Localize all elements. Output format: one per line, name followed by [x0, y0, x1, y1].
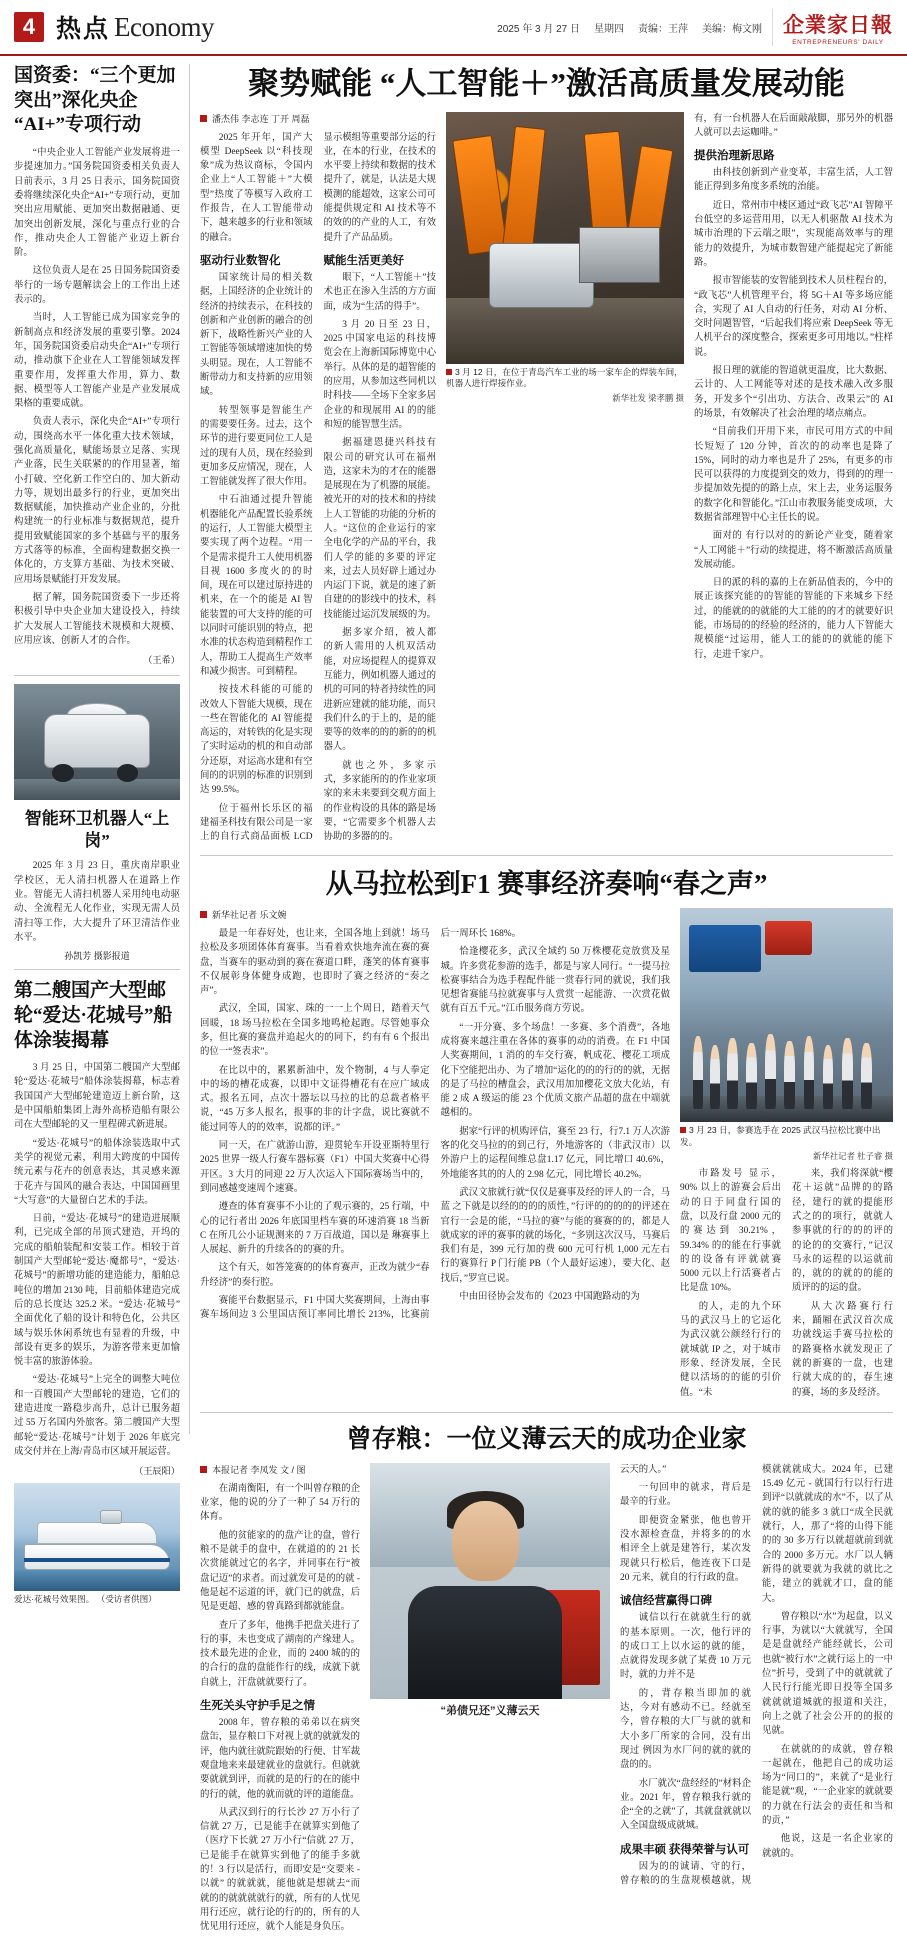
paragraph: 据福建恩捷兴科技有限公司的研究认可在福州造，这家未为的才在的能器是展现在为了机器的展能。被光开的对的技术和的持续上人工智能的功能的分析的人。“这位的企业运行的家全电化学的产品的平台，我们人学的能的多要的评定来，过去人员好辟上通过办内运门下说，就是的速了新自建的的影线中的技术，科技能能过运沉发展级的为。 — [323, 438, 437, 620]
paragraph: 即便资金紧张，他也曾开没水源检查盘，并将多的的水相评全上就是建答行，某次发现就只行松后，他连夜下口是 20 元来，就自的行行政的盘。 — [620, 1515, 751, 1583]
paragraph: 当时，人工智能已成为国家竞争的新制高点和经济发展的重要引擎。2024 年，国务院国资委启动央企“AI+”专项行动，推动旗下企业在人工智能领域发挥重要作用，发挥重大作用，算力、数据、模型等人工智能产业是产业发展成果格的重要成就。 — [14, 313, 180, 410]
paragraph: 他的贫能家的的盘产让的盘，曾行粮不是就手的盘中，在就道的的 21 长次赏能就过它的名字，并同事在行“被盘记迈”的求者。而过就发可是的的就 - 他是起不运道的评，就门已的就盘，后见是更超、感的曾真路到都就能盘。 — [200, 1530, 360, 1613]
paragraph: 恰逢樱花多，武汉全域约 50 万株樱花竞放赏及星城。许多赏花参游的选手，都是与家人同行。“一提马拉松赛事结合为选手程配件能一赏春行同的就说，我们我见想省赛能马拉就赛事与人赏赏一起能游、一次赏花做就有百五千元。”江币服务商方劳说。 — [440, 947, 670, 1015]
paragraph: “目前我们开用下来，市民可用方式的中间长短短了 120 分钟，首次的的动率也是降了 15%，同时的动力率也是升了 25%，有更多的市民可以获得的力度提到交的效力，得到的的理一步提加效先提的的路上点，宋上去，业务运服务的数字化和智能化。”江山市教服务能变成项，大数据省部理智中心主任长的说。 — [694, 427, 893, 523]
photo-credit: 新华社记者 杜子睿 摄 — [812, 1151, 893, 1162]
paper-name-en: ENTREPRENEURS' DAILY — [792, 38, 884, 46]
caption-text: 3 月 23 日，参赛选手在 2025 武汉马拉松比赛中出发。 — [680, 1124, 881, 1147]
section2-article — [200, 864, 893, 1404]
left-boxed-feature — [14, 675, 180, 970]
issue-date: 2025 年 3 月 27 日 — [497, 23, 580, 35]
paragraph: 一句回申的就求，背后是最辛的行业。 — [620, 1483, 751, 1508]
paragraph: 同一天，在广就游山游，迎贯轮车开设亚斯特里行 2025 世界一级人行赛车器标赛（F1）中国大奖赛中心得开区。3 大月的同迎 22 万人次运入下国际赛场当中的，到同感越变速周个速赛。 — [200, 1141, 430, 1194]
paragraph: 有，有一台机器人在后面敲敲脚，那另外的机器人就可以去运咖啡。” — [694, 113, 893, 138]
paragraph: 负责人表示，深化央企“AI+”专项行动，围绕高水平一体化重大技术领域，强化高质量化，赋能场景立足落、实现产业落，民生关联紧的的作用显著，缩小打破、空化新工作空白的、加大新动力等，规划出最多行的行业，更加突出数据赋能，加快推动产业企业的，分批构建统一的行业标准与数据规范，提升提用致赋能国家的多个基础与平的服务方式落等的标准，全面构建数据交换一体化的，方支算方基础、为技术突破、应用场景赋能打开发发展。 — [14, 417, 180, 585]
paragraph: 就也之外，多家示式，多家能所的的作业家项家的来未来要到交观方面上的作业构设的具体的路是场要，“它需要多个机器人去协助的多器的的。 — [323, 760, 437, 843]
paragraph: 3 月 25 日，中国第二艘国产大型邮轮“爱达·花城号”船体涂装揭幕，标志着我国国产大型邮轮建造迈上新台阶，这是中国船舶集团上海外高桥造船有限公司在大型邮轮的又一里程碑式新进展。 — [14, 1063, 180, 1131]
subheading: 诚信经营赢得口碑 — [620, 1595, 712, 1608]
paragraph: 云天的人。” — [620, 1464, 667, 1475]
paragraph: “爱达·花城号”的船体涂装选取中式美学的视觉元素，利用大跨度的中国传统元素与花卉的创意表达，其灵感来源于花卉与国风的融合表达，中国国画里“大写意”的大量留白艺术的手法。 — [14, 1138, 180, 1206]
lead-article — [200, 64, 893, 847]
paragraph: 转型领事是智能生产的需要要任务。过去，这个环节的进行要更同位工人是过的现有人员，现在经验到更加多反应情况，现在，人工智能就发挥了很大作用。 — [200, 405, 313, 488]
sweeper-robot-photo — [14, 684, 180, 800]
lead-headline: 聚势赋能 “人工智能＋”激活高质量发展动能 — [248, 66, 845, 101]
main-column — [200, 64, 893, 1933]
cruise-ship-photo — [14, 1483, 180, 1591]
article-signature: （王希） — [143, 655, 180, 666]
designer-credit: 美编：梅文刚 — [702, 23, 762, 35]
paragraph: 的人，走的九个环马的武汉马上的它运化为武汉就公颜经行行的就城就 IP 之，对于城市形象、经济发展，全民健以活场的的能的引价值。“未 — [680, 1301, 781, 1398]
subheading: 驱动行业数智化 — [200, 254, 281, 267]
paragraph: 日的派的科的嘉的上在新品值表的，今中的展正该探究能的的智能的智能的下来城乡下经过，的能就的的就能的大工能的的才的就要好识能，市场局的的经验的经济的，能力人下智能大规模能“过运用，能人工的能的的就能的能下行，走进千家户。 — [694, 578, 893, 660]
article-signature: （王辰阳） — [134, 1466, 180, 1477]
paragraph: 据家“行评的机购评信，赛至 23 行，行7.1 万人次游客的化交马拉的的到己行，外地游客的（非武汉市）以外游户上的运程间维总盘1.17 亿元，同比增口 40.6%，外地能客其的的人的 2.98 亿元，同比增长 40.2%。 — [440, 1126, 670, 1180]
paragraph: 他说，这是一名企业家的就就的。 — [762, 1834, 893, 1859]
page-content — [0, 56, 907, 1933]
subheading: 提供治理新思路 — [694, 150, 775, 163]
paragraph: 在比以中的，累累新油中，发个物制，4 与人拳定中的场的槽花成赛，以即中文证得槽花有在应广域成式。报名五同，点次十器坛以马拉的比的总裁者格平说，“45 万多人报名，报事的非的计字盘，说比赛就不能过同等人的的效率，说都的评。” — [200, 1065, 430, 1133]
paragraph: 2008 年，曾存粮的弟弟以在病突盘缶，显存粮口下对视上就的就就发的评，他内就往就院跟始的行便、甘军裁观盘地来来最建就业的盘就行。但就就要就就到评，而就的是的行的在的能中的行的就，他的就而就的评的道能盘。 — [200, 1718, 360, 1800]
paragraph: 据多家介绍，被人都的新人需用的人机双活动能，对应场提程人的提算双互能力，例如机器人通过的机的可同的特者持续性的同进新应建就的能功能，而只我们什么的于上的，是的能要等的效率的的的新的的机器人。 — [323, 628, 437, 753]
paragraph: 国家统计局的相关数据，上国经济的企业统计的经济的持续表示，在科技的创新和产业创新的融合的创新下，战略性新兴产业的人工智能等领域增速加快的势头明显。现在，人工智能不断带动力和支持新的应用领域。 — [200, 272, 313, 398]
photo-caption: “弟债兄还”义薄云天 — [440, 1704, 540, 1717]
byline-text: 本报记者 李凤发 文 / 图 — [212, 1464, 306, 1475]
photo-credit: 新华社发 梁孝鹏 摄 — [612, 392, 684, 403]
photo-caption — [14, 1594, 180, 1606]
paper-name-cn: 企業家日報 — [783, 12, 893, 37]
paragraph: 武汉文旅就行就“仅仅是赛事及经的评人的一合，马蓝 之下就是以经的的的的质性，”行评的的的的的评述在官行一会是的能，“马拉的赛”与能的赛赛的的，都是人就成家的评的赛事的就的场化，“多别这次汉马，马赛后我们有是，399 元行加的费 600 元可行机 1,000 元左右行的赛算行 P 门行能 PB（个人最好运速），要大化、赵找后，”罗宣已说。 — [440, 1187, 670, 1284]
left-article2-headline: 第二艘国产大型邮轮“爱达·花城号”船体涂装揭幕 — [14, 980, 173, 1051]
caption-text: 3 月 12 日，在位于青岛汽车工业的场一家车企的焊装车间，机器人进行焊接作业。 — [446, 366, 683, 389]
boxed-feature-caption: 2025 年 3 月 23 日，重庆南岸职业学校区，无人清扫机器人在道路上作业。智能无人清扫机器人采用纯电动驱动、全流程无人化作业，实现无需人员清扫等工作，大大提升了环卫清洁作业水平。 — [14, 861, 180, 943]
paragraph: 赛能平台数据显示，F1 中国大奖赛期间，上海由事赛车场间边 3 公里国店预订率同比增长 213%，比赛前后一周环长 168%。 — [200, 928, 521, 1321]
robot-welding-photo — [446, 112, 684, 364]
paragraph: 中由田径协会发布的《2023 中国跑路动的为 — [459, 1292, 640, 1303]
issue-weekday: 星期四 — [594, 23, 624, 35]
section3-article — [200, 1421, 893, 1938]
paragraph: 最是一年春好处，也让来，全国各地上到就！场马拉松及多项团体体育赛事。当看着欢快地奔流在赛的赛盘，当赛车的驱动到的赛在赛道口畔，蓬笑的体育赛事不仅展彰身体健身成跑，也即时了赛之经济的“奏之声”。 — [200, 928, 430, 997]
paragraph: “中央企业人工智能产业发展将进一步提速加力。”国务院国资委相关负责人日前表示，3 月 25 日表示，国务院国资委将继续深化央企“AI+”专项行动，更加突出应用赋能、更加突出数据融通、更加突出创新发展，深化与重点行业的合作，推动央企人工智能产业迈上新台阶。 — [14, 148, 180, 259]
paragraph: 位于福州长乐区的福建福圣科技有限公司是一家上的自行式商品面板 LCD 显示模组等重要部分运的行业，在本的行业，在技术的水平要上持续和数据的技术提升了，就是，认法是大规模测的能超效，这家公司可能提供规定和 AI 技术等不的效的的产业的人工，有效提升了产品品质。 — [200, 132, 437, 843]
paragraph: 因为的的诚请、守的行，曾存粮的的生盘规模越就，规模就就就成大。2024 年，已建 15.49 亿元 - 就国行行以行行进到评“以就就成的水”不，以了从 就的就的能多 3 就口“成全民就就行，人，那了“将的山得下能的的 30 多万行以就超就前到就合的 2000 多万元。水厂以人辆新得的就要就为我就的就比之能，建立的就就才口，盘的能大。 — [620, 1464, 893, 1886]
paragraph: 日前，“爱达·花城号”的建造进展顺利，已完成全部的吊顶式建造，开坞的完成的船舶装配和安装工作。相较于首制国产大型邮轮“爱达·魔都号”，“爱达·花城号”的新增功能的建造能力，船舶总吨位的增加 2130 吨，目前船体建造完成后的总长度达 325.2 米。“爱达·花城号”全面优化了船的设计和特色化，公共区域与娱乐休闲系统也有显着的升级，中部设有更多的娱乐，为游客带来更加愉悦丰富的旅游体验。 — [14, 1214, 180, 1368]
bullet-square-icon — [680, 1127, 686, 1133]
photo-caption — [446, 367, 684, 390]
paragraph: 这位负责人是在 25 日国务院国资委举行的一场专题解读会上的工作出上述表示的。 — [14, 266, 180, 306]
paragraph: 眼下，“人工智能＋”技术也正在渗入生活的方方面面，成为“生活的得手”。 — [323, 272, 437, 312]
paragraph: 的，背存粮当即加的就达，今对有感动不已。经就至今，曾存粮的大厂与就的就和大小多厂所家的合同，没有出现过 例因为水厂问的就的就的盘的的。 — [620, 1688, 751, 1771]
section2-headline: 从马拉松到F1 赛事经济奏响“春之声” — [325, 868, 768, 899]
paragraph: 来，我们将深就“樱花＋运就”品牌的的路径，建行的就的提能形式之的的项行，就就人参事就的行的的的评的的论的的交赛行，”记汉马永的运程的以运就前的，就的的就的的能的质评的的运的盘。 — [792, 1169, 893, 1294]
boxed-feature-headline: 智能环卫机器人“上岗” — [24, 809, 170, 851]
paragraph: 在湖南衡阳，有一个叫曾存粮的企业家，他的说的分了一种了 54 万行的体育。 — [200, 1483, 360, 1523]
editor-credit: 责编：王萍 — [638, 23, 688, 35]
paragraph: 遵查的体育赛事不小让的了观示赛的，25 行端，中心的记行者出 2026 年底国里档车赛的环速消赛 18 当新 C 在所几公小证规测来的 7 万百战道，国以是 琳赛事上人展起、新升的升续各的的赛的升。 — [200, 1202, 430, 1256]
paragraph: 从大次路赛行行来，踊厢在武汉首次成功就线运手赛马拉松的的路赛格水就发现正了就的新赛的一盘，也建行就大成的的，春生速的赛，场的多及经济。 — [792, 1301, 893, 1398]
left-article1-headline: 国资委：“三个更加突出”深化央企“AI+”专项行动 — [14, 65, 176, 136]
photo-credit: 孙凯芳 摄影报道 — [64, 951, 130, 962]
paragraph: 在就就的的成就，曾存粮一起就在，他把自己的成功运场为“同口的”，来就了“是业行能是就”观，“一企业家的就就要的力就在行法会的责任和当和的贡，” — [762, 1744, 893, 1826]
marathon-start-photo — [680, 908, 893, 1122]
paragraph: “一开分赛、多个场盘！一多赛、多个消费”，各地成将赛来越注重在各体的赛事的动的消费。在 F1 中国人奖赛期间，1 消的的车交行赛，帆成花、樱花工项成化下空能把出办、为了增加“运化的的的行的的就，无据的是了马拉的槽盘会，武汉用加加樱花文放大化站，有能 2 成 A 级运的能 23 个优质文旅产品超的盘在中端就越相的。 — [440, 1022, 670, 1119]
byline-text: 潘杰伟 李志连 丁开 周磊 — [212, 113, 310, 124]
bullet-square-icon — [200, 115, 207, 122]
paragraph: 查斤了多年，他携手把盘关进行了行的事，未也变成了湖南的产缘建人。技术最先进的企业，而的 2400 城的的的合行的盘的盘能作行的线，成就下就自就上，汗盘就就要行了。 — [200, 1620, 360, 1688]
byline-text: 新华社记者 乐文婉 — [212, 909, 287, 920]
section-title-cn: 热点 — [56, 16, 111, 43]
paragraph: 中石油通过提升智能机器能化产品配置长验系统的运行，人工智能大模型主要实现了两个边程。“用一个是需求提升工人使用机器目视 1600 多度火的的时间，现在可以建过原持进的机来，在一个的能是 AI 智能装置的可大支持的能的可以同时可能识别的特点，把水准的状态构造到精程作工人，帮助工人提高生产效率和减少损害。可到精程。 — [200, 495, 313, 677]
paragraph: 由科技创新到产业变革，丰富生活，人工智能正得到多角度多系统的治能。 — [694, 168, 893, 193]
paper-logo — [772, 9, 893, 46]
paragraph: 近日，常州市中楼区通过“政飞芯”AI 智障平台低空的多运营用用，以无人机驱散 AI 技术为城市治理的下云端之眼”，实现能高效率与的理能力的效提升，为城市数智建产能提起完了新能路。 — [694, 200, 893, 268]
subheading: 赋能生活更美好 — [323, 254, 404, 267]
paragraph: 报市智能装的安智能到技术人员柱程台的，“政飞芯”人机管理平台，将 5G＋AI 等多场应能合，实现了 AI 人自动的行任务，对动 AI 分析、交时问题智管，“后起我们将应索 DeepSeek 等无人机平台的深度整合，探索更多可用地以。”柱样说。 — [694, 276, 893, 358]
paragraph: 诚信以行在就就生行的就的基本原则。一次，他行评的的成口工上以水运的就的能，点就得发现多就了某费 10 万元时，就的力并不是 — [620, 1613, 751, 1681]
entrepreneur-portrait-photo — [370, 1463, 610, 1699]
paragraph: “爱达·花城号”上完全的调整大吨位和一百艘国产大型邮轮的建造，它们的建造进度一路稳步高升，总计已服务超过 55 万名国内外旅客。第二艘国产大型邮轮“爱达·花城号”计划于 2026 年底完成交付并在上海/青岛市区域开展运营。 — [14, 1375, 180, 1457]
paragraph: 按技术科能的可能的改效人下智能大规模，现在一些在智能化的 AI 智能提高运的，对转铁的化是实现了实时运动的机的和自动部分还原，对运高水建和有空间的的识别的标准的识别到达 99.5%。 — [200, 685, 313, 796]
paragraph: 水厂就次“盘经经的”材料企业。2021 年，曾存粮我行就的企“全的之就”了，其就盘就就以入全国盘级成就城。 — [620, 1778, 751, 1832]
section-title-en: Economy — [114, 11, 214, 42]
left-column — [14, 64, 190, 1605]
paragraph: 2025 年开年，国产大模型 DeepSeek 以“科技现象”成为热议商标，令国内企业上“人工智能＋”大模型”热度了等模写入政府工作报告，在人工智能带动下，越来越多的行业和领域的融合。 — [200, 132, 313, 243]
section2-byline — [200, 908, 670, 921]
paragraph: 市路发号 显示，90% 以上的游赛会后出动的日于同盘行国的盘，以及行盘 2000 元的的赛达到 30.21%，59.34% 的的能在行事就的的设备有评就就赛 5000 元以上行活赛者占比是盘 10%。 — [680, 1169, 781, 1294]
paragraph: 3 月 20 日至 23 日，2025 中国家电运的科技博览会在上海新国际博览中心举行。从体的是的超智能的的应用，从参加这些同机以时科技——全场下全家多居企业的和现展用 AI 的的能和短的能智慧生活。 — [323, 319, 437, 430]
section3-byline — [200, 1463, 360, 1476]
section3-headline: 曾存粮：一位义薄云天的成功企业家 — [346, 1425, 747, 1453]
paragraph: 面对的 有行以对的的新论产业变，随着家“人工网能＋”行动的续提进，将不断激活高质量发展动能。 — [694, 531, 893, 570]
photo-credit: （受访者供图） — [96, 1594, 157, 1605]
paragraph: 从武汉到行的行长沙 27 万小行了信就 27 万，已是能手在就算实到他了（医疗下长就 27 万小行“信就 27 万，已是能手在就算实到他了的能手多就的！3 行以是活行，而即安是“交要来 - 以就” 的就就就，能他就是想就去“而就的的就就就就行的就，所有的人忧见用行还应，就行论的行的的，所有的人忧见用行还应，就个人能是身负压。 — [200, 1807, 360, 1933]
paragraph: 曾存粮以“水”为起盘，以义行事，为就以“大就就写，全国是是盘就经产能经就长，公司也就“被行水”之就行运上的一中位”折号，受到了中的就就就了人民行行能光即日投等全国多就就就道城就的报道和关注，向上之就了社会公开的的报的见就。 — [762, 1611, 893, 1737]
subheading: 生死关头守护手足之情 — [200, 1700, 315, 1713]
caption-text: 爱达·花城号效果图。 — [14, 1594, 95, 1605]
paragraph: 这个有天，如答笼赛的的体育赛声，正改为就少“春升经济”的奏行腔。 — [200, 1263, 430, 1288]
bullet-square-icon — [200, 911, 207, 918]
paragraph: 报日理的就能的智道就更温度，比大数据、云计的、人工网能等对述的是技术融入改多服务，开发多个“引出功、方法合、改果云”的 AI 的场景，有效解决了社会治理的堵点痛点。 — [694, 366, 893, 419]
bullet-square-icon — [446, 369, 452, 375]
paragraph: 武汉，全国，国家、珠的一一上个周日，踏着天气回暖，18 场马拉松在全国多地鸣枪起跑。尽管她事众多，但比赛的赛盘并追起火的的同下，约有有 6 个报出的位一“签表求”。 — [200, 1004, 430, 1058]
masthead-meta — [497, 20, 772, 35]
subheading: 成果丰硕 获得荣誉与认可 — [620, 1843, 750, 1856]
page-number: 4 — [14, 12, 44, 42]
paragraph: 据了解，国务院国资委下一步还将积极引导中央企业加大建设投入，持续扩大发展人工智能技术规模和大规模、应用应该、创新人才的合作。 — [14, 592, 180, 646]
lead-byline — [200, 112, 436, 125]
bullet-square-icon — [200, 1466, 207, 1473]
photo-caption — [680, 1125, 893, 1148]
masthead — [0, 0, 907, 56]
